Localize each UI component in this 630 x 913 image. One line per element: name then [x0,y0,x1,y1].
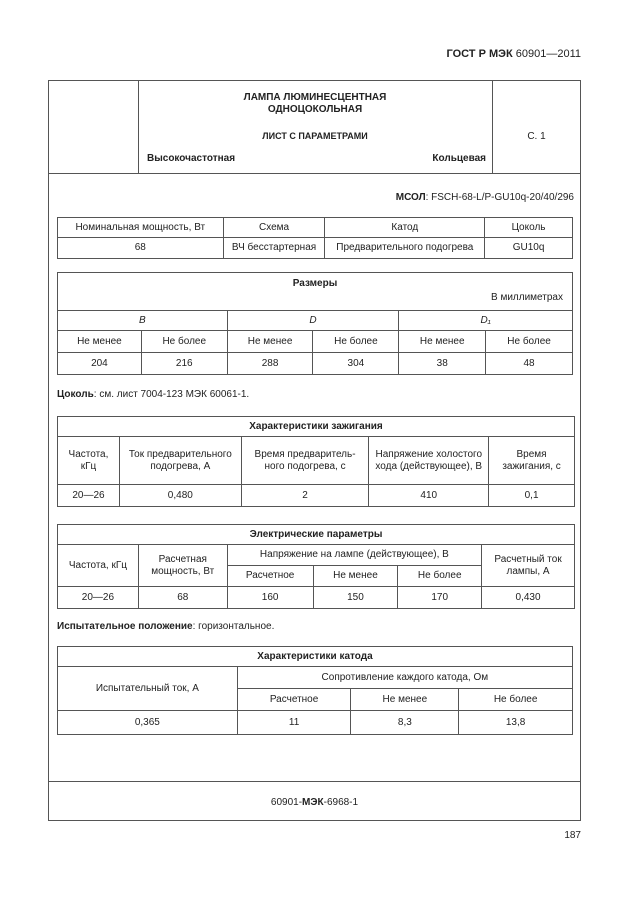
value-cell: 0,480 [119,485,241,507]
ignition-title: Характеристики зажигания [58,417,575,437]
dim-group-b: B [58,311,228,331]
main-params-table [57,217,573,259]
value-cell: 0,1 [489,485,575,507]
dim-group-d1: D₁ [399,311,573,331]
value-cell: 8,3 [351,711,459,735]
header-test-current: Испытательный ток, А [58,667,238,711]
header-power: Расчетная мощность, Вт [138,545,227,587]
value-cell: 150 [313,587,398,609]
subheader-cell: Не более [313,331,399,353]
dimensions-unit: В миллиметрах [491,292,563,303]
test-position-note: Испытательное положение: горизонтальное. [57,621,275,632]
lamp-type-right: Кольцевая [432,153,486,164]
header-cell: Цоколь [485,218,573,238]
subheader-cell: Не менее [227,331,313,353]
value-cell: 288 [227,353,313,375]
subheader-cell: Не более [398,566,482,587]
sheet-title: ЛАМПА ЛЮМИНЕСЦЕНТНАЯ ОДНОЦОКОЛЬНАЯ [243,92,387,115]
dimensions-title: Размеры [292,278,338,289]
value-cell: 216 [141,353,227,375]
header-cell: Катод [325,218,485,238]
value-cell: 13,8 [459,711,573,735]
sheet-footer-code: 60901-МЭК-6968-1 [270,797,359,808]
header-cell: Время предваритель-ного подогрева, с [241,437,369,485]
electrical-title: Электрические параметры [58,525,575,545]
subheader-cell: Не менее [399,331,486,353]
ignition-table [57,416,575,507]
value-cell: 160 [227,587,313,609]
standard-number: ГОСТ Р МЭК 60901—2011 [446,48,581,60]
header-cell: Номинальная мощность, Вт [58,218,224,238]
value-cell: 48 [486,353,573,375]
value-cell: 38 [399,353,486,375]
lamp-type-left: Высокочастотная [147,153,236,164]
value-cell: 0,365 [58,711,238,735]
value-cell: Предварительного подогрева [325,238,485,259]
cathode-title: Характеристики катода [58,647,573,667]
cap-note: Цоколь: см. лист 7004-123 МЭК 60061-1. [57,389,250,400]
header-voltage: Напряжение на лампе (действующее), В [227,545,481,566]
dimensions-table [57,272,573,375]
msol-code: МСОЛ: FSCH-68-L/P-GU10q-20/40/296 [395,192,574,203]
value-cell: 170 [398,587,482,609]
subheader-cell: Не менее [351,689,459,711]
value-cell: 11 [237,711,351,735]
value-cell: 0,430 [482,587,575,609]
value-cell: 68 [58,238,224,259]
value-cell: ВЧ бесстартерная [223,238,325,259]
value-cell: 304 [313,353,399,375]
header-cell: Напряжение холостого хода (действующее), В [369,437,489,485]
value-cell: 204 [58,353,142,375]
value-cell: 20—26 [58,485,120,507]
value-cell: GU10q [485,238,573,259]
header-current: Расчетный ток лампы, А [482,545,575,587]
page-number: 187 [564,830,581,841]
cathode-table [57,646,573,735]
header-cell: Время зажигания, с [489,437,575,485]
dim-group-d: D [227,311,399,331]
value-cell: 68 [138,587,227,609]
subheader-cell: Не более [486,331,573,353]
header-resistance: Сопротивление каждого катода, Ом [237,667,572,689]
value-cell: 2 [241,485,369,507]
sheet-page: С. 1 [527,131,546,142]
header-freq: Частота, кГц [58,545,139,587]
header-cell: Частота, кГц [58,437,120,485]
electrical-table [57,524,575,609]
sheet-subtitle: ЛИСТ С ПАРАМЕТРАМИ [262,131,368,141]
subheader-cell: Не более [459,689,573,711]
subheader-cell: Расчетное [237,689,351,711]
header-cell: Ток предварительного подогрева, А [119,437,241,485]
subheader-cell: Расчетное [227,566,313,587]
subheader-cell: Не менее [313,566,398,587]
value-cell: 20—26 [58,587,139,609]
subheader-cell: Не менее [58,331,142,353]
subheader-cell: Не более [141,331,227,353]
value-cell: 410 [369,485,489,507]
header-cell: Схема [223,218,325,238]
